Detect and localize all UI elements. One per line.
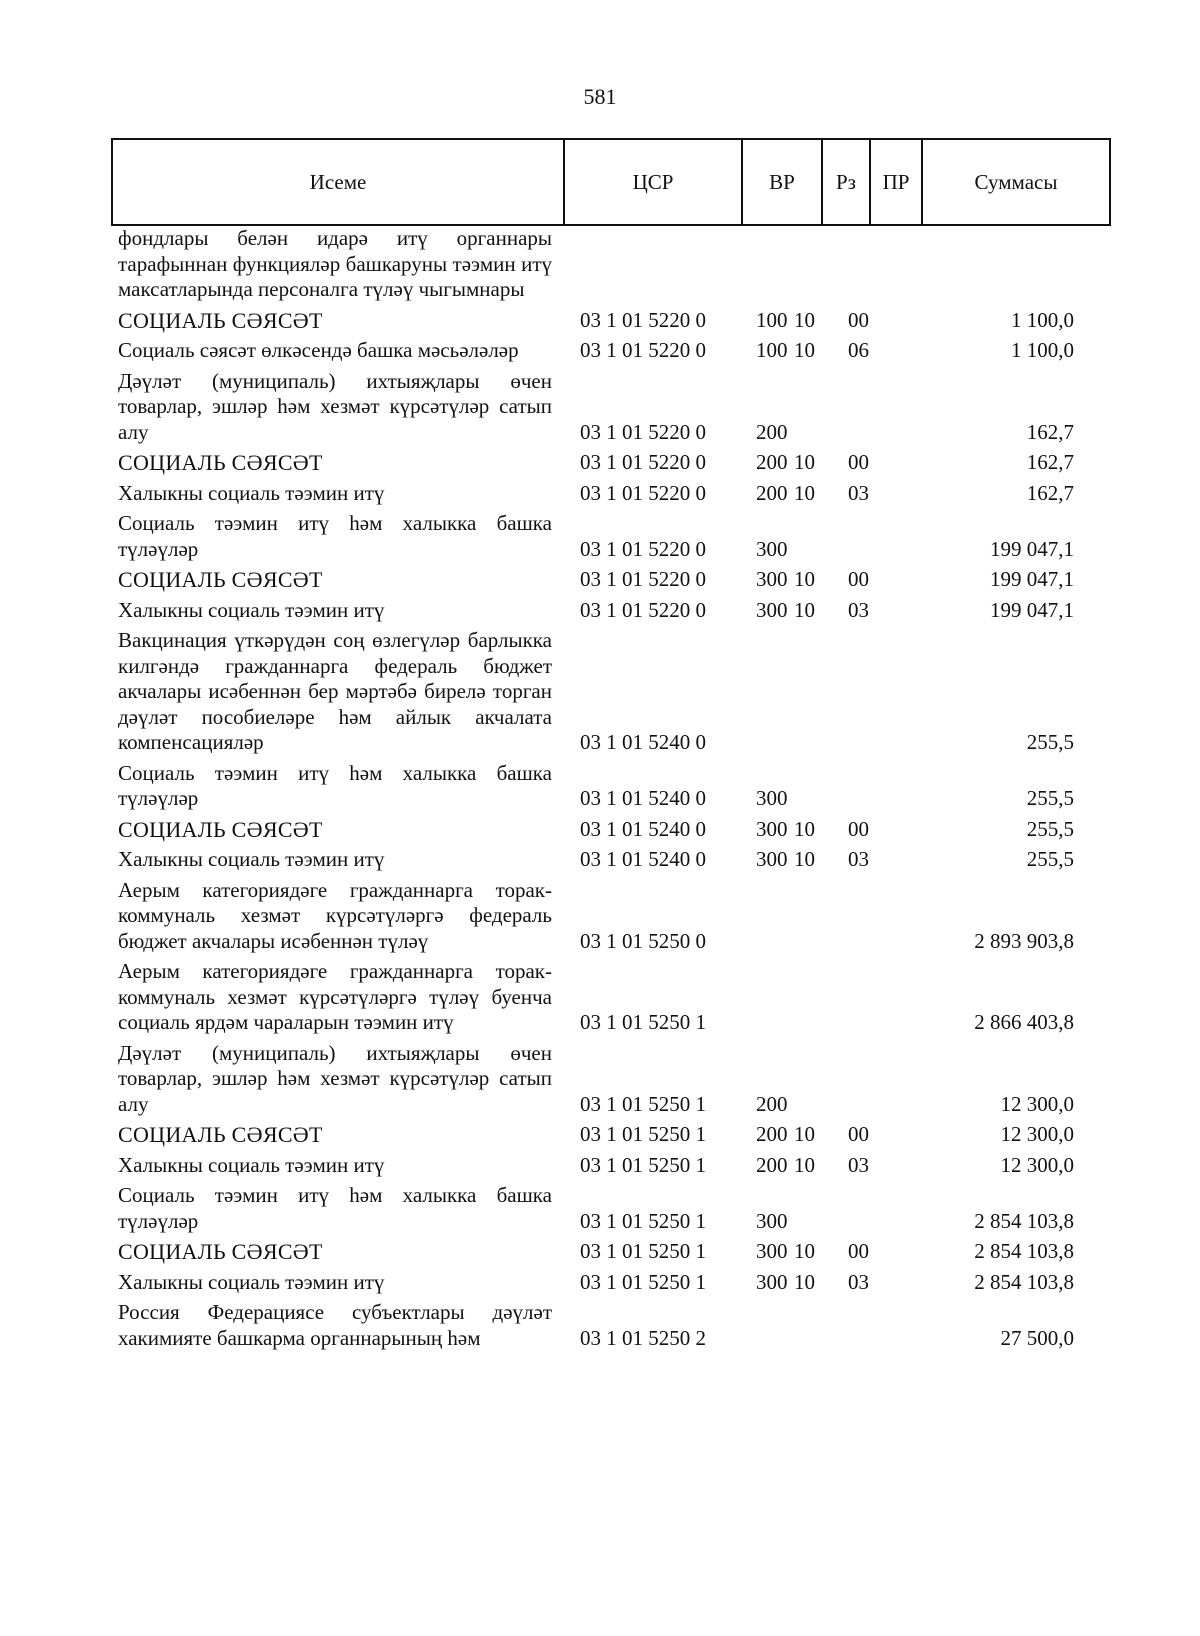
row-rz: 10 (794, 847, 815, 871)
table-row (118, 817, 1118, 843)
row-sum: 162,7 (1026, 450, 1074, 474)
row-sum: 255,5 (1026, 816, 1074, 841)
table-row (118, 878, 1118, 955)
row-sum: 255,5 (1026, 786, 1074, 810)
row-csr: 03 1 01 5240 0 (580, 816, 706, 841)
row-pr: 00 (848, 1122, 869, 1146)
row-csr: 03 1 01 5250 1 (580, 1269, 706, 1294)
row-csr: 03 1 01 5250 1 (580, 1208, 706, 1233)
table-row (118, 450, 1118, 476)
row-rz: 10 (794, 1239, 815, 1263)
header-name: Исеме (113, 140, 565, 224)
row-name: СОЦИАЛЬ СӘЯСӘТ (118, 1122, 323, 1147)
row-name: Социаль тәэмин итү һәм халыкка башка түләүләр (118, 1183, 552, 1233)
row-csr: 03 1 01 5220 0 (580, 338, 706, 362)
table-row (118, 1239, 1118, 1265)
row-sum: 162,7 (1026, 419, 1074, 444)
table-row (118, 1270, 1118, 1296)
row-name: Аерым категориядәге гражданнарга торак-коммуналь хезмәт күрсәтүләргә түләү буенча социаль ярдәм чараларын тәэмин итү (118, 959, 552, 1034)
header-rz: Рз (823, 140, 871, 224)
table-body (118, 226, 1118, 1356)
row-vr: 200 (756, 1122, 788, 1146)
table-row (118, 481, 1118, 507)
row-csr: 03 1 01 5250 1 (580, 1122, 706, 1146)
row-pr: 00 (848, 307, 869, 332)
row-vr: 200 (756, 419, 788, 444)
table-row (118, 761, 1118, 812)
page-number: 581 (583, 84, 617, 109)
row-name: Социаль сәясәт өлкәсендә башка мәсьәләләр (118, 338, 519, 362)
row-sum: 2 866 403,8 (974, 1010, 1074, 1034)
row-sum: 199 047,1 (990, 597, 1074, 622)
row-csr: 03 1 01 5220 0 (580, 536, 706, 561)
row-rz: 10 (794, 338, 815, 362)
row-pr: 03 (848, 1269, 869, 1294)
table-row (118, 1300, 1118, 1351)
row-name: Халыкны социаль тәэмин итү (118, 847, 385, 871)
row-pr: 00 (848, 450, 869, 474)
row-vr: 300 (756, 1208, 788, 1233)
row-vr: 100 (756, 307, 788, 332)
table-row (118, 338, 1118, 364)
row-sum: 2 854 103,8 (974, 1239, 1074, 1263)
row-pr: 03 (848, 597, 869, 622)
row-vr: 200 (756, 1152, 788, 1177)
header-pr: ПР (871, 140, 923, 224)
row-sum: 27 500,0 (1000, 1325, 1074, 1350)
row-csr: 03 1 01 5250 1 (580, 1152, 706, 1177)
row-sum: 255,5 (1026, 730, 1074, 754)
row-name: СОЦИАЛЬ СӘЯСӘТ (118, 307, 323, 333)
table-row (118, 369, 1118, 446)
table-row (118, 511, 1118, 562)
row-pr: 00 (848, 816, 869, 841)
row-name: фондлары белән идарә итү органнары тарафыннан функцияләр башкаруны тәэмин итү максатларында персоналга түләү чыгымнары (118, 226, 552, 301)
header-vr: ВР (743, 140, 823, 224)
row-sum: 12 300,0 (1000, 1152, 1074, 1177)
row-pr: 00 (848, 567, 869, 591)
table-row (118, 598, 1118, 624)
row-csr: 03 1 01 5220 0 (580, 419, 706, 444)
table-row (118, 959, 1118, 1036)
row-csr: 03 1 01 5220 0 (580, 307, 706, 332)
row-sum: 12 300,0 (1000, 1091, 1074, 1116)
row-sum: 1 100,0 (1011, 338, 1074, 362)
table-header (111, 138, 1111, 226)
row-name: СОЦИАЛЬ СӘЯСӘТ (118, 450, 323, 475)
row-csr: 03 1 01 5220 0 (580, 450, 706, 474)
table-row (118, 1183, 1118, 1234)
row-name: Халыкны социаль тәэмин итү (118, 480, 385, 505)
table-row (118, 226, 1118, 303)
table-row (118, 847, 1118, 873)
row-name: Россия Федерациясе субъектлары дәүләт хакимияте башкарма органнарының һәм (118, 1300, 552, 1350)
row-name: Дәүләт (муниципаль) ихтыяҗлары өчен товарлар, эшләр һәм хезмәт күрсәтүләр сатып алу (118, 1040, 552, 1116)
row-vr: 100 (756, 338, 788, 362)
row-name: Халыкны социаль тәэмин итү (118, 597, 385, 622)
row-rz: 10 (794, 597, 815, 622)
row-vr: 300 (756, 567, 788, 591)
row-sum: 255,5 (1026, 847, 1074, 871)
row-rz: 10 (794, 816, 815, 841)
row-rz: 10 (794, 450, 815, 474)
row-sum: 199 047,1 (990, 567, 1074, 591)
row-pr: 03 (848, 847, 869, 871)
row-name: Вакцинация үткәрүдән соң өзлегүләр барлыкка килгәндә гражданнарга федераль бюджет акчалары исәбеннән бер мәртәбә бирелә торган дәүләт пособиеләре һәм айлык акчалата компенсацияләр (118, 628, 552, 754)
row-name: Социаль тәэмин итү һәм халыкка башка түләүләр (118, 511, 552, 561)
row-rz: 10 (794, 480, 815, 505)
row-sum: 199 047,1 (990, 536, 1074, 561)
row-vr: 300 (756, 847, 788, 871)
row-sum: 2 854 103,8 (974, 1208, 1074, 1233)
table-row (118, 1041, 1118, 1118)
row-csr: 03 1 01 5250 2 (580, 1325, 706, 1350)
row-pr: 03 (848, 480, 869, 505)
row-sum: 162,7 (1026, 480, 1074, 505)
row-vr: 200 (756, 1091, 788, 1116)
row-pr: 03 (848, 1152, 869, 1177)
row-rz: 10 (794, 1152, 815, 1177)
row-vr: 200 (756, 450, 788, 474)
row-sum: 1 100,0 (1011, 307, 1074, 332)
row-name: Халыкны социаль тәэмин итү (118, 1269, 385, 1294)
table-row (118, 308, 1118, 334)
row-vr: 300 (756, 536, 788, 561)
row-pr: 06 (848, 338, 869, 362)
row-sum: 2 854 103,8 (974, 1269, 1074, 1294)
row-vr: 200 (756, 480, 788, 505)
row-vr: 300 (756, 786, 788, 810)
header-csr: ЦСР (565, 140, 743, 224)
row-sum: 12 300,0 (1000, 1122, 1074, 1146)
table-row (118, 628, 1118, 756)
row-rz: 10 (794, 1269, 815, 1294)
table-row (118, 1122, 1118, 1148)
row-name: Аерым категориядәге гражданнарга торак-коммуналь хезмәт күрсәтүләргә федераль бюджет акчалары исәбеннән түләү (118, 877, 552, 953)
row-csr: 03 1 01 5240 0 (580, 730, 706, 754)
row-vr: 300 (756, 1239, 788, 1263)
row-name: Халыкны социаль тәэмин итү (118, 1152, 385, 1177)
row-csr: 03 1 01 5240 0 (580, 847, 706, 871)
row-csr: 03 1 01 5250 1 (580, 1010, 706, 1034)
row-name: СОЦИАЛЬ СӘЯСӘТ (118, 567, 323, 592)
row-csr: 03 1 01 5250 1 (580, 1091, 706, 1116)
header-sum: Суммасы (974, 169, 1058, 194)
row-csr: 03 1 01 5220 0 (580, 480, 706, 505)
row-csr: 03 1 01 5250 0 (580, 928, 706, 953)
row-csr: 03 1 01 5250 1 (580, 1239, 706, 1263)
row-vr: 300 (756, 816, 788, 841)
row-csr: 03 1 01 5240 0 (580, 786, 706, 810)
row-pr: 00 (848, 1239, 869, 1263)
row-csr: 03 1 01 5220 0 (580, 567, 706, 591)
row-name: Социаль тәэмин итү һәм халыкка башка түләүләр (118, 760, 552, 810)
row-name: СОЦИАЛЬ СӘЯСӘТ (118, 816, 323, 842)
row-rz: 10 (794, 1122, 815, 1146)
row-vr: 300 (756, 597, 788, 622)
row-name: Дәүләт (муниципаль) ихтыяҗлары өчен товарлар, эшләр һәм хезмәт күрсәтүләр сатып алу (118, 368, 552, 444)
table-row (118, 1153, 1118, 1179)
table-row (118, 567, 1118, 593)
row-csr: 03 1 01 5220 0 (580, 597, 706, 622)
row-sum: 2 893 903,8 (974, 928, 1074, 953)
row-vr: 300 (756, 1269, 788, 1294)
row-name: СОЦИАЛЬ СӘЯСӘТ (118, 1239, 323, 1264)
row-rz: 10 (794, 307, 815, 332)
row-rz: 10 (794, 567, 815, 591)
